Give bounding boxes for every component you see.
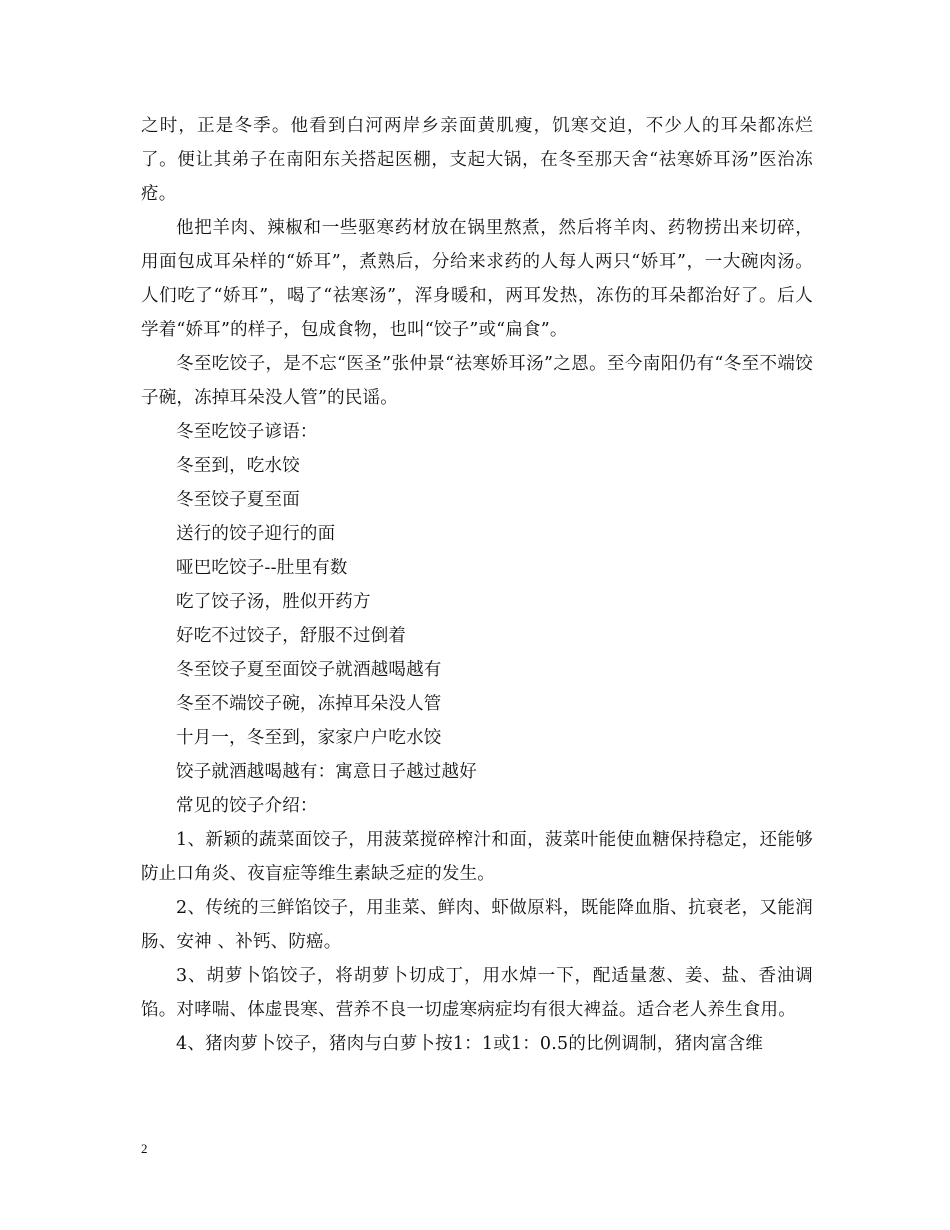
paragraph: 冬至吃饺子，是不忘“医圣”张仲景“祛寒娇耳汤”之恩。至今南阳仍有“冬至不端饺子碗，冻掉耳朵没人管”的民谣。 [141, 354, 813, 408]
list-item: 哑巴吃饺子--肚里有数 [176, 558, 348, 578]
page-number: 2 [141, 1141, 148, 1156]
paragraph: 他把羊肉、辣椒和一些驱寒药材放在锅里熬煮，然后将羊肉、药物捞出来切碎，用面包成耳朵样的“娇耳”，煮熟后，分给来求药的人每人两只“娇耳”，一大碗肉汤。人们吃了“娇耳”，喝了“祛寒汤”，浑身暖和，两耳发热，冻伤的耳朵都治好了。后人学着“娇耳”的样子，包成食物，也叫“饺子”或“扁食”。 [141, 218, 813, 340]
paragraph: 1、新颖的蔬菜面饺子，用菠菜搅碎榨汁和面，菠菜叶能使血糖保持稳定，还能够防止口角炎、夜盲症等维生素缺乏症的发生。 [141, 830, 813, 884]
paragraph: 4、猪肉萝卜饺子，猪肉与白萝卜按1：1或1：0.5的比例调制，猪肉富含维 [176, 1034, 764, 1054]
list-item: 吃了饺子汤，胜似开药方 [176, 592, 371, 612]
paragraph: 3、胡萝卜馅饺子，将胡萝卜切成丁，用水焯一下，配适量葱、姜、盐、香油调馅。对哮喘、体虚畏寒、营养不良一切虚寒病症均有很大裨益。适合老人养生食用。 [141, 966, 813, 1020]
paragraph: 2、传统的三鲜馅饺子，用韭菜、鲜肉、虾做原料，既能降血脂、抗衰老，又能润肠、安神 、补钙、防癌。 [141, 898, 813, 952]
paragraph: 之时，正是冬季。他看到白河两岸乡亲面黄肌瘦，饥寒交迫，不少人的耳朵都冻烂了。便让其弟子在南阳东关搭起医棚，支起大锅，在冬至那天舍“祛寒娇耳汤”医治冻疮。 [141, 116, 813, 204]
list-item: 好吃不过饺子，舒服不过倒着 [176, 626, 407, 646]
list-item: 冬至饺子夏至面饺子就酒越喝越有 [176, 660, 442, 680]
list-item: 冬至不端饺子碗，冻掉耳朵没人管 [176, 694, 442, 714]
list-item: 饺子就酒越喝越有：寓意日子越过越好 [176, 762, 477, 782]
list-item: 十月一，冬至到，家家户户吃水饺 [176, 728, 442, 748]
list-heading: 冬至吃饺子谚语： [176, 422, 318, 442]
section-heading: 常见的饺子介绍： [176, 796, 318, 816]
page-body [141, 109, 813, 1061]
list-item: 冬至到，吃水饺 [176, 456, 300, 476]
list-item: 送行的饺子迎行的面 [176, 524, 336, 544]
list-item: 冬至饺子夏至面 [176, 490, 300, 510]
